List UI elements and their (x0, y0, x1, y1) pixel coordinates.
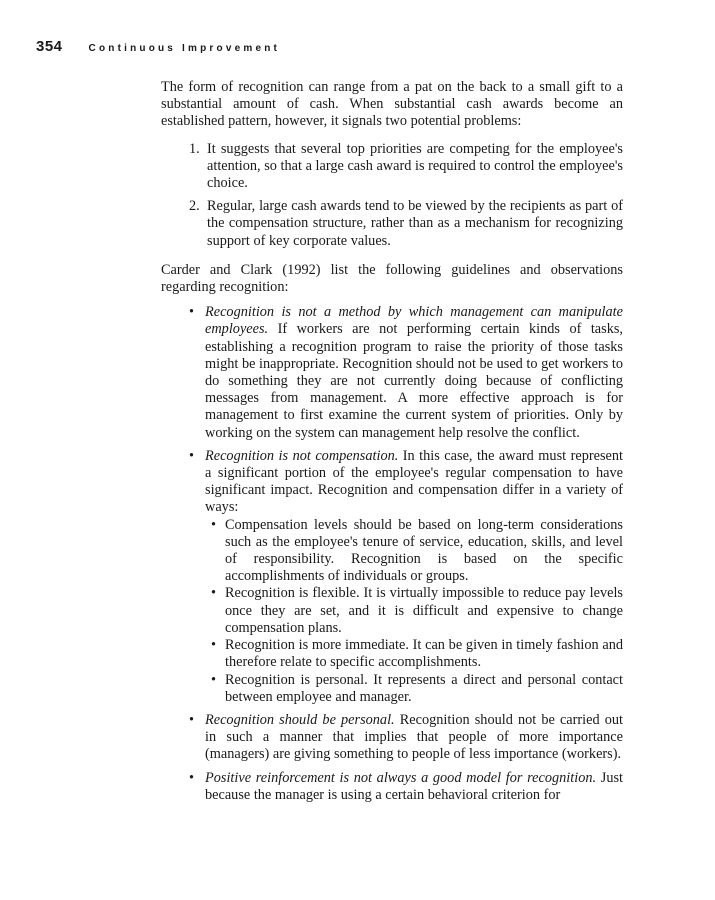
sub-item-text: Recognition is personal. It represents a direct and personal contact between employee and manager. (225, 671, 623, 705)
guideline-lead: Recognition is not a method by which management can manipulate employees. (205, 304, 623, 338)
guideline-text: If workers are not performing certain kinds of tasks, establishing a recognition program to raise the priority of those tasks might be inappropriate. Recognition should not be used to get workers to do something they are not currently doing because of conflicting messages from management. A more effective approach is for management to first examine the current system of priorities. Only by working on the system can management help resolve the conflict. (205, 321, 623, 441)
sub-item-text: Recognition is more immediate. It can be given in timely fashion and therefore relate to specific accomplishments. (225, 637, 623, 671)
numbered-list (161, 141, 623, 250)
numbered-item (161, 141, 623, 193)
bullet-icon: • (189, 304, 195, 321)
guideline-text: In this case, the award must represent a significant portion of the employee's regular compensation to have significant impact. Recognition and compensation differ in a variety of ways: (205, 447, 623, 516)
page-header (36, 38, 280, 58)
sub-item (205, 672, 623, 706)
bullet-icon: • (211, 516, 217, 533)
bullet-icon: • (189, 711, 195, 728)
sub-item (205, 585, 623, 637)
bullet-icon: • (211, 637, 217, 654)
sub-item (205, 517, 623, 586)
guideline-item (161, 304, 623, 442)
guideline-lead: Recognition is not compensation. (205, 447, 399, 464)
guideline-item (161, 770, 623, 804)
guideline-item (161, 448, 623, 706)
running-head: Continuous Improvement (88, 43, 281, 54)
page-number: 354 (36, 38, 63, 55)
sub-item-text: Compensation levels should be based on long-term considerations such as the employee's tenure of service, education, skills, and level of responsibility. Recognition is based on the specific accomplishments of individuals or groups. (225, 516, 623, 585)
guideline-text: Recognition should not be carried out in such a manner that implies that people of more importance (managers) are giving something to people of less importance (workers). (205, 711, 623, 763)
guideline-lead: Positive reinforcement is not always a good model for recognition. (205, 769, 597, 786)
guideline-item (161, 712, 623, 764)
sub-item (205, 637, 623, 671)
sub-list (205, 517, 623, 706)
intro-paragraph: The form of recognition can range from a pat on the back to a small gift to a substantial amount of cash. When substantial cash awards become an established pattern, however, it signals two potential problems: (161, 79, 623, 130)
item-number: 2. (189, 198, 200, 215)
item-text: Regular, large cash awards tend to be viewed by the recipients as part of the compensation structure, rather than as a mechanism for recognizing support of key corporate values. (207, 198, 623, 249)
item-number: 1. (189, 140, 200, 157)
bullet-icon: • (189, 447, 195, 464)
sub-item-text: Recognition is flexible. It is virtually impossible to reduce pay levels once they are set, and it is difficult and expensive to change compensation plans. (225, 585, 623, 636)
numbered-item (161, 198, 623, 250)
guidelines-list (161, 304, 623, 804)
guideline-text: Just because the manager is using a certain behavioral criterion for (205, 769, 623, 803)
bullet-icon: • (189, 769, 195, 786)
guidelines-intro: Carder and Clark (1992) list the following guidelines and observations regarding recognition: (161, 261, 623, 296)
bullet-icon: • (211, 585, 217, 602)
item-text: It suggests that several top priorities are competing for the employee's attention, so that a large cash award is required to control the employee's choice. (207, 140, 623, 192)
bullet-icon: • (211, 671, 217, 688)
page-body (161, 79, 623, 810)
guideline-lead: Recognition should be personal. (205, 711, 395, 728)
